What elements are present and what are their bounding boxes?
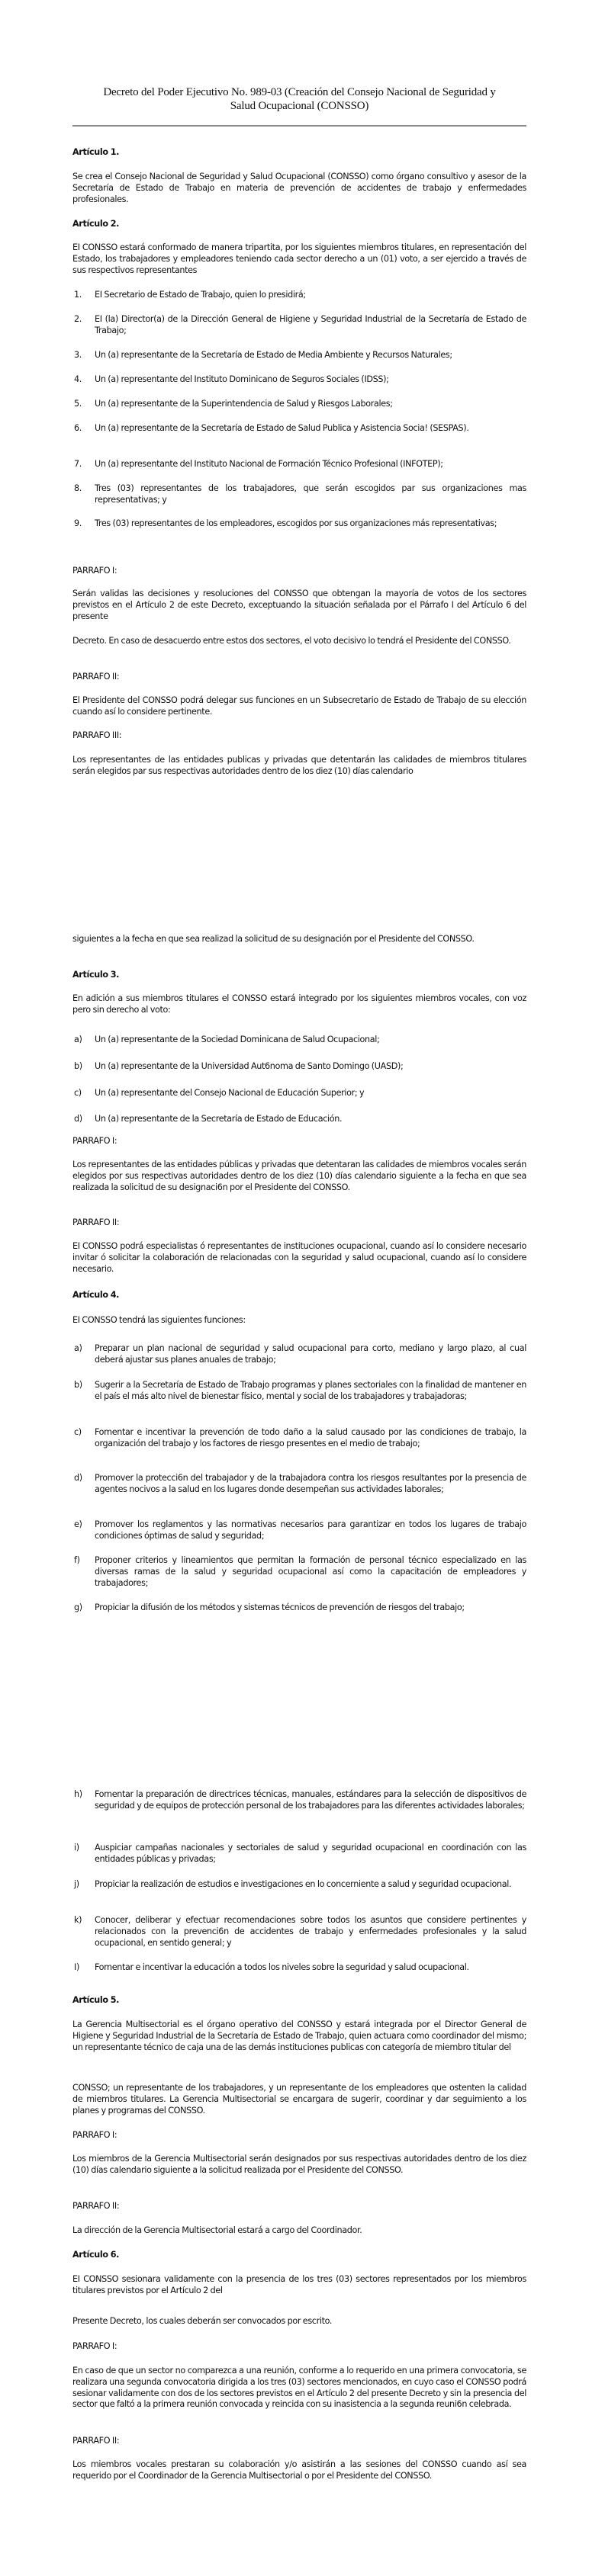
article-2-parrafo-3-text: Los representantes de las entidades publicas y privadas que detentarán las calidades de miembros titulares serán elegidos par sus respectivas autoridades dentro de los diez (10) días calendario <box>72 755 526 776</box>
list-item-text: Promover los reglamentos y las normativas necesarios para garantizar en todos los lugares de trabajo condiciones óptimas de salud y seguridad; <box>95 1519 526 1541</box>
list-item-letter: b) <box>74 1380 82 1390</box>
article-3-parrafo-1-text: Los representantes de las entidades públicas y privadas que detentaran las calidades de miembros vocales serán elegidos por sus respectivas autoridades dentro de los diez (10) días calendario siguiente a la fecha en que sea realizada la solicitud de su designaci6n por el Presidente del CONSSO. <box>72 1160 526 1192</box>
article-5-parrafo-1-label: PARRAFO I: <box>72 2130 117 2140</box>
list-item-text: Un (a) representante del Instituto Dominicano de Seguros Sociales (IDSS); <box>95 374 389 384</box>
article-6-parrafo-1-label: PARRAFO I: <box>72 2341 117 2351</box>
list-item-text: Un (a) representante de la Universidad Aut6noma de Santo Domingo (UASD); <box>95 1061 404 1071</box>
list-item-number: 4. <box>74 374 82 384</box>
list-item <box>74 1519 526 1542</box>
list-item-letter: c) <box>74 1427 82 1437</box>
list-item <box>74 1915 526 1949</box>
list-item-text: Sugerir a la Secretaría de Estado de Trabajo programas y planes sectoriales con la finalidad de mantener en el país el más alto nivel de bienestar físico, mental y social de los trabajadores y trabajadoras; <box>95 1380 526 1401</box>
list-item <box>74 1088 526 1099</box>
list-item-letter: h) <box>74 1789 82 1799</box>
list-item <box>74 314 526 337</box>
article-6-paragraph-1: EI CONSSO sesionara validamente con la presencia de los tres (03) sectores representados por los miembros titulares previstos por el Artículo 2 del <box>72 2274 526 2295</box>
list-item <box>74 1343 526 1366</box>
list-item-text: Conocer, deliberar y efectuar recomendaciones sobre todos los asuntos que considere pertinentes y relacionados con la prevenci6n de accidentes de trabajo y enfermedades profesionales y la salud ocupacional, en sentido general; y <box>95 1915 526 1948</box>
article-2-parrafo-3-label: PARRAFO III: <box>72 730 122 740</box>
list-item-text: Un (a) representante del Instituto Nacional de Formación Técnico Profesional (INFOTEP); <box>95 459 443 469</box>
list-item-text: Un (a) representante de la Secretaría de Estado de Educación. <box>95 1114 343 1124</box>
list-item-letter: d) <box>74 1114 82 1124</box>
article-4-paragraph: EI CONSSO tendrá las siguientes funciones: <box>72 1315 246 1325</box>
article-1-paragraph: Se crea el Consejo Nacional de Seguridad y Salud Ocupacional (CONSSO) como órgano consultivo y asesor de la Secretaría de Estado de Trabajo en materia de prevención de accidentes de trabajo y enfermedades profesionales. <box>72 172 526 204</box>
list-item <box>74 1789 526 1812</box>
list-item-text: Fomentar e incentivar la educación a todos los niveles sobre la seguridad y salud ocupacional. <box>95 1962 469 1972</box>
article-6-parrafo-1-text: En caso de que un sector no comparezca a una reunión, conforme a lo requerido en una primera convocatoria, se realizara una segunda convocatoria dirigida a los tres (03) sectores mencionados, en cuyo caso el CONSSO podrá sesionar validamente con dos de los sectores previstos en el Artículo 2 del presente Decreto y sin la presencia del sector que faltó a la primera reunión convocada y reincida con su inasistencia a la segunda reuni6n celebrada. <box>72 2366 526 2410</box>
list-item-letter: e) <box>74 1519 82 1529</box>
list-item <box>74 459 526 470</box>
article-2-parrafo-1-label: PARRAFO I: <box>72 566 117 576</box>
list-item-number: 7. <box>74 459 82 469</box>
article-5-paragraph-1: La Gerencia Multisectorial es el órgano operativo del CONSSO y estará integrada por el Director General de Higiene y Seguridad Industrial de la Secretaría de Estado de Trabajo, quien actuara como coordinador del mismo; un representante técnico de caja una de las demás instituciones publicas con categoría de miembro titular del <box>72 2019 526 2052</box>
list-item-letter: a) <box>74 1343 82 1353</box>
list-item <box>74 1035 526 1046</box>
list-item-text: EI Secretario de Estado de Trabajo, quien lo presidirá; <box>95 290 306 300</box>
list-item-text: EI (la) Director(a) de la Dirección General de Higiene y Seguridad Industrial de la Secretaría de Estado de Trabajo; <box>95 314 526 335</box>
list-item-text: Tres (03) representantes de los trabajadores, que serán escogidos par sus organizaciones mas representativas; y <box>95 483 526 505</box>
list-item <box>74 1061 526 1073</box>
list-item-text: Propiciar la difusión de los métodos y sistemas técnicos de prevención de riesgos del trabajo; <box>95 1602 465 1612</box>
article-3-paragraph: En adición a sus miembros titulares el CONSSO estará integrado por los siguientes miembros vocales, con voz pero sin derecho al voto: <box>72 993 526 1015</box>
list-item-letter: a) <box>74 1035 82 1044</box>
list-item-text: Un (a) representante de la Sociedad Dominicana de Salud Ocupacional; <box>95 1035 380 1044</box>
article-6-parrafo-2-label: PARRAFO II: <box>72 2436 120 2446</box>
article-6-parrafo-2-text: Los miembros vocales prestaran su colaboración y/o asistirán a las sesiones del CONSSO cuando así sea requerido por el Coordinador de la Gerencia Multisectorial o por el Presidente del CONSSO. <box>72 2459 526 2481</box>
article-1-heading: Artículo 1. <box>72 147 120 157</box>
list-item-text: Auspiciar campañas nacionales y sectoriales de salud y seguridad ocupacional en coordinación con las entidades públicas y privadas; <box>95 1843 526 1864</box>
list-item <box>74 374 526 386</box>
list-item <box>74 1555 526 1589</box>
list-item <box>74 399 526 410</box>
list-item-letter: g) <box>74 1602 82 1612</box>
list-item-letter: d) <box>74 1473 82 1483</box>
list-item-letter: k) <box>74 1915 82 1925</box>
article-2-parrafo-2-text: El Presidente del CONSSO podrá delegar sus funciones en un Subsecretario de Estado de Trabajo de su elección cuando así lo considere pertinente. <box>72 695 526 717</box>
article-6-paragraph-2: Presente Decreto, los cuales deberán ser convocados por escrito. <box>72 2316 333 2326</box>
list-item <box>74 1473 526 1496</box>
list-item <box>74 1114 526 1125</box>
article-5-parrafo-1-text: Los miembros de la Gerencia Multisectorial serán designados por sus respectivas autoridades dentro de los diez (10) días calendario siguiente a la solicitud realizada por el Presidente del CONSSO. <box>72 2154 526 2175</box>
list-item <box>74 350 526 361</box>
article-3-heading: Artículo 3. <box>72 970 120 980</box>
list-item <box>74 483 526 506</box>
article-2-parrafo-1-text-cont: Decreto. En caso de desacuerdo entre estos dos sectores, el voto decisivo lo tendrá el Presidente del CONSSO. <box>72 636 511 646</box>
article-5-parrafo-2-text: La dirección de la Gerencia Multisectorial estará a cargo del Coordinador. <box>72 2225 362 2235</box>
list-item <box>74 1602 526 1614</box>
list-item <box>74 423 526 435</box>
article-2-heading: Artículo 2. <box>72 219 120 229</box>
list-item-number: 1. <box>74 290 82 300</box>
list-item-number: 3. <box>74 350 82 360</box>
article-3-parrafo-1-label: PARRAFO I: <box>72 1136 117 1146</box>
list-item-text: Propiciar la realización de estudios e investigaciones en lo concerniente a salud y seguridad ocupacional. <box>95 1879 512 1889</box>
article-2-paragraph: EI CONSSO estará conformado de manera tripartita, por los siguientes miembros titulares, en representación del Estado, los trabajadores y empleadores teniendo cada sector derecho a un (01) voto, a ser ejercido a través de sus respectivos representantes <box>72 242 526 275</box>
list-item <box>74 1427 526 1450</box>
list-item-letter: i) <box>74 1843 79 1853</box>
list-item-number: 8. <box>74 483 82 493</box>
list-item-text: Promover la protecci6n del trabajador y de la trabajadora contra los riesgos resultantes por la presencia de agentes nocivos a la salud en los lugares donde desempeñan sus actividades laborales; <box>95 1473 526 1494</box>
list-item-text: Un (a) representante del Consejo Nacional de Educación Superior; y <box>95 1088 365 1098</box>
document-title <box>72 85 526 113</box>
article-2-parrafo-2-label: PARRAFO II: <box>72 672 120 682</box>
list-item-text: Un (a) representante de la Superintendencia de Salud y Riesgos Laborales; <box>95 399 393 409</box>
list-item <box>74 1879 526 1891</box>
list-item-text: Un (a) representante de la Secretaría de Estado de Media Ambiente y Recursos Naturales; <box>95 350 452 360</box>
title-divider <box>72 125 526 127</box>
article-2-parrafo-1-text: Serán validas las decisiones y resoluciones del CONSSO que obtengan la mayoría de votos de los sectores previstos en el Artículo 2 de este Decreto, exceptuando la situación señalada por el Párrafo I del Artículo 6 del presente <box>72 589 526 621</box>
list-item <box>74 518 526 530</box>
list-item-letter: c) <box>74 1088 82 1098</box>
article-5-heading: Artículo 5. <box>72 1995 120 2005</box>
list-item <box>74 290 526 301</box>
list-item-letter: I) <box>74 1962 79 1972</box>
list-item <box>74 1380 526 1403</box>
list-item-letter: j) <box>74 1879 79 1889</box>
list-item-letter: f) <box>74 1555 80 1565</box>
list-item-number: 5. <box>74 399 82 409</box>
list-item-text: Fomentar e incentivar la prevención de todo daño a la salud causado por las condiciones de trabajo, la organización del trabajo y los factores de riesgo presentes en el medio de trabajo; <box>95 1427 526 1448</box>
list-item-text: Fomentar la preparación de directrices técnicas, manuales, estándares para la selección de dispositivos de seguridad y de equipos de protección personal de los trabajadores para las diferentes actividades laborales; <box>95 1789 526 1811</box>
list-item-number: 2. <box>74 314 82 324</box>
article-5-parrafo-2-label: PARRAFO II: <box>72 2201 120 2211</box>
article-6-heading: Artículo 6. <box>72 2250 120 2260</box>
article-4-heading: Artículo 4. <box>72 1290 120 1300</box>
list-item-text: Tres (03) representantes de los empleadores, escogidos por sus organizaciones más representativas; <box>95 518 497 528</box>
list-item-number: 9. <box>74 518 82 528</box>
list-item <box>74 1962 526 1974</box>
list-item-text: Proponer criterios y lineamientos que permitan la formación de personal técnico especializado en las diversas ramas de la salud y seguridad ocupacional así como la capacitación de empleadores y trabajadores; <box>95 1555 526 1588</box>
document-title-line-1: Decreto del Poder Ejecutivo No. 989-03 (Creación del Consejo Nacional de Seguridad y <box>103 86 496 98</box>
article-5-paragraph-2: CONSSO; un representante de los trabajadores, y un representante de los empleadores que ostenten la calidad de miembros titulares. La Gerencia Multisectorial se encargara de sugerir, coordinar y dar seguimiento a los planes y programas del CONSSO. <box>72 2083 526 2116</box>
document-title-line-2: Salud Ocupacional (CONSSO) <box>230 100 369 112</box>
list-item-number: 6. <box>74 423 82 433</box>
article-2-parrafo-3-text-cont: siguientes a la fecha en que sea realizad la solicitud de su designación por el Presidente del CONSSO. <box>72 934 475 944</box>
list-item-letter: b) <box>74 1061 82 1071</box>
list-item-text: Un (a) representante de la Secretaría de Estado de Salud Publica y Asistencia Socia! (SESPAS). <box>95 423 469 433</box>
list-item-text: Preparar un plan nacional de seguridad y salud ocupacional para corto, mediano y largo plazo, al cual deberá ajustar sus planes anuales de trabajo; <box>95 1343 526 1365</box>
article-3-parrafo-2-label: PARRAFO II: <box>72 1217 120 1227</box>
list-item <box>74 1843 526 1865</box>
article-3-parrafo-2-text: EI CONSSO podrá especialistas ó representantes de instituciones ocupacional, cuando así lo considere necesario invitar ó solicitar la colaboración de relacionadas con la seguridad y salud ocupacional, cuando así lo considere necesario. <box>72 1241 526 1274</box>
